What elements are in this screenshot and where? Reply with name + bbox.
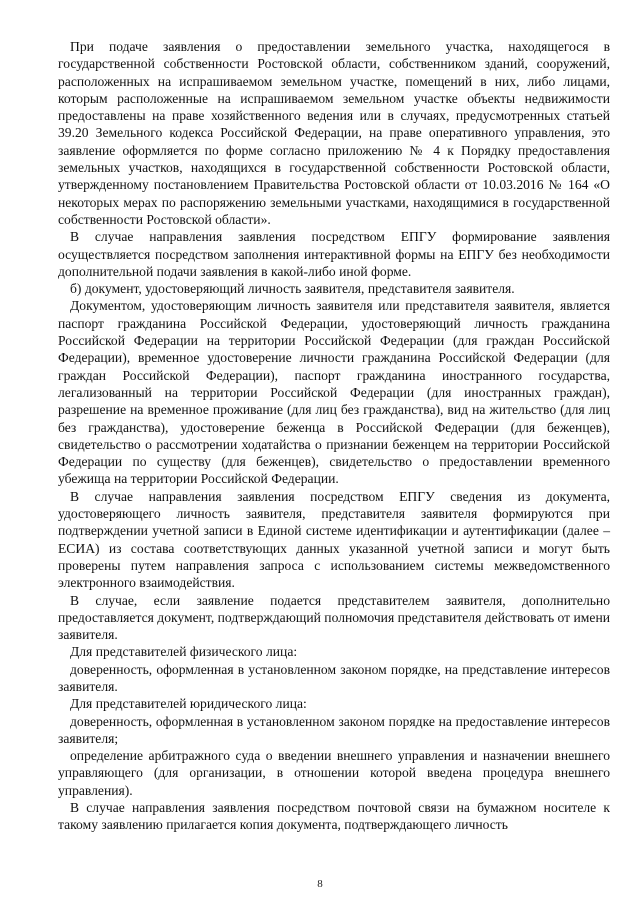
paragraph-legal-reps-heading: Для представителей юридического лица:: [70, 696, 307, 712]
paragraph-individual-power-of-attorney: доверенность, оформленная в установленном законом порядке, на представление интересов заявителя.: [58, 661, 610, 694]
paragraph-identity-list: Документом, удостоверяющим личность заявителя или представителя заявителя, является паспорт гражданина Российской Федерации, удостоверяющий личность гражданина Российской Федерации на территории Российской Федерации (для граждан Российской Федерации), временное удостоверение личности гражданина Российской Федерации (для граждан Российской Федерации), паспорт гражданина иностранного государства, легализованный на территории Российской Федерации (для иностранных граждан), разрешение на временное проживание (для лиц без гражданства), вид на жительство (для лиц без гражданства), удостоверение беженца в Российской Федерации (для беженцев), свидетельство о рассмотрении ходатайства о признании беженцем на территории Российской Федерации по существу (для беженцев), свидетельство о предоставлении временного убежища на территории Российской Федерации.: [58, 298, 610, 487]
paragraph-arbitration-ruling: определение арбитражного суда о введении внешнего управления и назначении внешнего управляющего (для организации, в отношении которой введена процедура внешнего управления).: [58, 748, 610, 798]
document-body: [58, 38, 610, 834]
paragraph-legal-power-of-attorney: доверенность, оформленная в установленном законом порядке на предоставление интересов заявителя;: [58, 713, 610, 746]
page-number: 8: [317, 878, 323, 890]
paragraph-individual-reps-heading: Для представителей физического лица:: [70, 644, 298, 660]
paragraph-application-form: При подаче заявления о предоставлении земельного участка, находящегося в государственной собственности Ростовской области, собственником зданий, сооружений, расположенных на испрашиваемом земельном участке, помещений в них, либо лицами, которым расположенные на испрашиваемом земельном участке объекты недвижимости предоставлены на праве хозяйственного ведения или в случаях, предусмотренных статьей 39.20 Земельного кодекса Российской Федерации, на праве оперативного управления, это заявление оформляется по форме согласно приложению № 4 к Порядку предоставления земельных участков, находящихся в государственной собственности Ростовской области, утвержденному постановлением Правительства Ростовской области от 10.03.2016 № 164 «О некоторых мерах по распоряжению земельными участками, находящимися в государственной собственности Ростовской области».: [58, 39, 610, 227]
paragraph-identity-document: б) документ, удостоверяющий личность заявителя, представителя заявителя.: [70, 281, 515, 297]
paragraph-postal-submission: В случае направления заявления посредством почтовой связи на бумажном носителе к такому заявлению прилагается копия документа, подтверждающего личность: [58, 800, 610, 833]
paragraph-esia: В случае направления заявления посредством ЕПГУ сведения из документа, удостоверяющего личность заявителя, представителя заявителя формируются при подтверждении учетной записи в Единой системе идентификации и аутентификации (далее – ЕСИА) из состава соответствующих данных указанной учетной записи и могут быть проверены путем направления запроса с использованием системы межведомственного электронного взаимодействия.: [58, 488, 610, 591]
paragraph-representative: В случае, если заявление подается представителем заявителя, дополнительно предоставляется документ, подтверждающий полномочия представителя действовать от имени заявителя.: [58, 592, 610, 643]
paragraph-epgu-form: В случае направления заявления посредством ЕПГУ формирование заявления осуществляется посредством заполнения интерактивной формы на ЕПГУ без необходимости дополнительной подачи заявления в какой-либо иной форме.: [58, 229, 610, 279]
